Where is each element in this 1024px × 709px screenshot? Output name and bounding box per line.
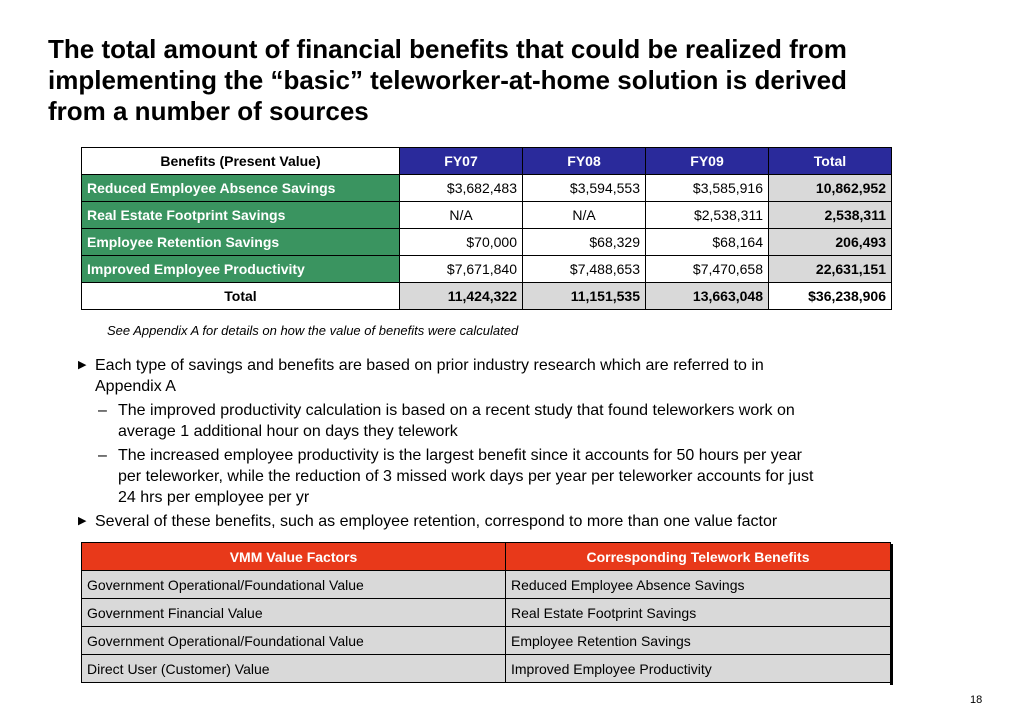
table-header-row (82, 543, 891, 571)
table-cell: $7,470,658 (646, 256, 769, 283)
page-title (48, 34, 988, 127)
table-cell: Improved Employee Productivity (506, 655, 891, 683)
table-cell: $3,585,916 (646, 175, 769, 202)
table-cell: N/A (523, 202, 646, 229)
row-total-cell: 2,538,311 (769, 202, 892, 229)
table-cell: $3,594,553 (523, 175, 646, 202)
column-header: FY08 (523, 148, 646, 175)
sub-bullet-item (78, 400, 928, 442)
total-cell: 13,663,048 (646, 283, 769, 310)
title-line: from a number of sources (48, 96, 369, 126)
table-cell: $7,488,653 (523, 256, 646, 283)
row-label: Improved Employee Productivity (82, 256, 400, 283)
column-header: Corresponding Telework Benefits (506, 543, 891, 571)
grand-total-cell: $36,238,906 (769, 283, 892, 310)
column-header: Total (769, 148, 892, 175)
bullet-list (78, 355, 928, 535)
table-cell: $68,164 (646, 229, 769, 256)
title-line: The total amount of financial benefits that could be realized from (48, 34, 847, 64)
table-row (82, 599, 891, 627)
table-row (82, 256, 892, 283)
table-cell: Real Estate Footprint Savings (506, 599, 891, 627)
page-number: 18 (970, 694, 983, 706)
table-cell: Government Operational/Foundational Value (82, 627, 506, 655)
row-label: Real Estate Footprint Savings (82, 202, 400, 229)
table-cell: Government Financial Value (82, 599, 506, 627)
table-cell: Reduced Employee Absence Savings (506, 571, 891, 599)
table-row (82, 229, 892, 256)
sub-bullet-item (78, 445, 928, 508)
table-cell: $70,000 (400, 229, 523, 256)
table-cell: Government Operational/Foundational Value (82, 571, 506, 599)
sub-bullet-text: 24 hrs per employee per yr (118, 489, 310, 506)
table-row (82, 571, 891, 599)
column-header: Benefits (Present Value) (82, 148, 400, 175)
column-header: VMM Value Factors (82, 543, 506, 571)
table-cell: Direct User (Customer) Value (82, 655, 506, 683)
bullet-text: Each type of savings and benefits are based on prior industry research which are referred to in (95, 357, 764, 374)
table-cell: $68,329 (523, 229, 646, 256)
total-cell: 11,151,535 (523, 283, 646, 310)
bullet-item (78, 355, 928, 397)
row-total-cell: 10,862,952 (769, 175, 892, 202)
table-row (82, 175, 892, 202)
arrow-bullet-icon: ▶ (78, 359, 87, 371)
sub-bullet-text: per teleworker, while the reduction of 3 missed work days per year per teleworker accounts for just (118, 468, 814, 485)
table-row (82, 655, 891, 683)
bullet-text: Several of these benefits, such as employee retention, correspond to more than one value factor (95, 513, 778, 530)
table-row (82, 627, 891, 655)
sub-bullet-text: The increased employee productivity is the largest benefit since it accounts for 50 hours per year (118, 447, 802, 464)
row-label: Reduced Employee Absence Savings (82, 175, 400, 202)
total-row (82, 283, 892, 310)
sub-bullet-text: average 1 additional hour on days they telework (118, 423, 458, 440)
row-total-cell: 206,493 (769, 229, 892, 256)
row-label: Employee Retention Savings (82, 229, 400, 256)
vmm-table (81, 542, 891, 683)
table-header-row (82, 148, 892, 175)
table-cell: $2,538,311 (646, 202, 769, 229)
table-row (82, 202, 892, 229)
arrow-bullet-icon: ▶ (78, 515, 87, 527)
table-cell: N/A (400, 202, 523, 229)
column-header: FY07 (400, 148, 523, 175)
row-total-cell: 22,631,151 (769, 256, 892, 283)
title-line: implementing the “basic” teleworker-at-home solution is derived (48, 65, 847, 95)
sub-bullet-text: The improved productivity calculation is based on a recent study that found teleworkers work on (118, 402, 795, 419)
table-cell: $7,671,840 (400, 256, 523, 283)
total-label: Total (82, 283, 400, 310)
column-header: FY09 (646, 148, 769, 175)
table-cell: $3,682,483 (400, 175, 523, 202)
table-cell: Employee Retention Savings (506, 627, 891, 655)
bullet-text: Appendix A (95, 378, 176, 395)
dash-bullet-icon: – (98, 447, 107, 464)
total-cell: 11,424,322 (400, 283, 523, 310)
dash-bullet-icon: – (98, 402, 107, 419)
table-footnote: See Appendix A for details on how the value of benefits were calculated (107, 323, 519, 338)
benefits-table (81, 147, 892, 310)
bullet-item (78, 511, 928, 532)
